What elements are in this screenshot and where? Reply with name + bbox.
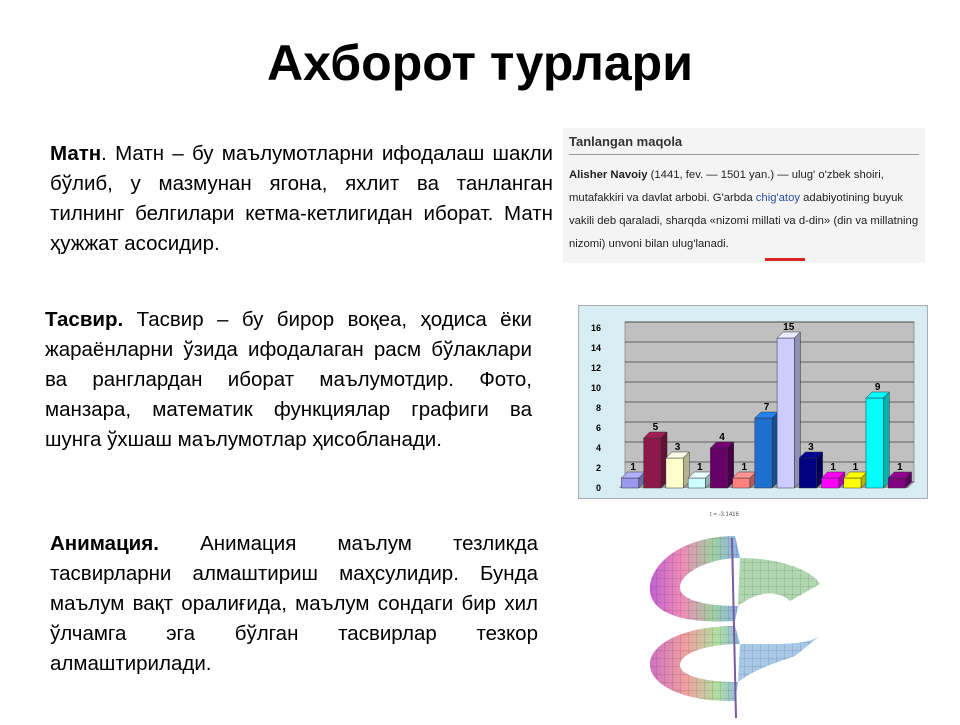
animation-figure: [640, 506, 840, 720]
y-tick-label: 4: [595, 443, 601, 453]
chart-bar: [777, 332, 800, 488]
animation-caption: t = -3.1416: [710, 512, 739, 518]
bar-value-label: 1: [697, 462, 703, 473]
red-mark: [765, 258, 805, 261]
article-heading: Tanlangan maqola: [569, 134, 683, 149]
chart-bar: [888, 472, 911, 488]
bar-value-label: 1: [741, 462, 748, 473]
bar-front: [777, 338, 794, 488]
article-link[interactable]: chig'atoy: [755, 192, 800, 204]
bar-value-label: 3: [674, 442, 681, 453]
term-animation: Анимация.: [50, 532, 159, 555]
bar-front: [866, 398, 883, 488]
article-screenshot: [563, 128, 925, 263]
chart-bar: [844, 472, 867, 488]
bar-front: [888, 478, 905, 488]
bar-value-label: 9: [874, 382, 881, 393]
bar-value-label: 1: [852, 462, 859, 473]
bar-chart: [578, 305, 928, 499]
y-tick-label: 0: [595, 483, 601, 493]
bar-value-label: 3: [808, 442, 814, 453]
slide-title: Ахборот турлари: [267, 35, 693, 91]
article-body: [569, 164, 923, 256]
bar-front: [755, 418, 772, 488]
bar-value-label: 7: [763, 402, 770, 413]
chart-bar: [799, 452, 822, 488]
bar-front: [710, 448, 727, 488]
y-tick-label: 14: [590, 343, 601, 353]
spiral-surface-image: [640, 506, 840, 720]
article-text-2: adabiyotining buyuk vakili deb qaraladi, sharqda «nizomi millati va d-din» (din va millatning nizomi) unvoni bilan ulug'lanadi.: [569, 192, 919, 250]
chart-bar: [822, 472, 845, 488]
bar-front: [688, 478, 705, 488]
bar-value-label: 15: [783, 322, 795, 333]
chart-bar: [644, 432, 667, 488]
paragraph-image: [45, 305, 532, 455]
bar-side: [883, 392, 889, 488]
article-author: Alisher Navoiy: [569, 169, 648, 181]
bar-value-label: 1: [897, 462, 903, 473]
article-divider: [569, 154, 919, 155]
bar-front: [666, 458, 683, 488]
term-image: Тасвир.: [45, 308, 124, 331]
bar-value-label: 5: [652, 422, 659, 433]
bar-front: [644, 438, 661, 488]
definition-animation: Анимация маълум тезликда тасвирларни алмаштириш маҳсулидир. Бунда маълум вақт оралиғида, маълум сондаги бир хил ўлчамга эга бўлган тасвирлар тезкор алмаштирилади.: [50, 532, 538, 675]
chart-bar: [733, 472, 756, 488]
y-tick-label: 6: [595, 423, 601, 433]
paragraph-animation: [50, 529, 538, 679]
chart-bar: [666, 452, 689, 488]
chart-bar: [621, 472, 644, 488]
y-tick-label: 12: [590, 363, 601, 373]
bar-front: [844, 478, 861, 488]
bar-value-label: 1: [630, 462, 636, 473]
definition-text: . Матн – бу маълумотларни ифодалаш шакли бўлиб, у мазмунан ягона, яхлит ва танланган тилнинг белгилари кетма-кетлигидан иборат. Матн ҳужжат асосидир.: [50, 142, 553, 255]
term-text: Матн: [50, 142, 102, 165]
bar-front: [733, 478, 750, 488]
definition-image: Тасвир – бу бирор воқеа, ҳодиса ёки жараёнларни ўзида ифодалаган расм бўлаклари ва ранглардан иборат маълумотдир. Фото, манзара, математик функциялар графиги ва шунга ўхшаш маълумотлар ҳисобланади.: [45, 308, 532, 451]
chart-bar: [688, 472, 711, 488]
y-tick-label: 2: [595, 463, 601, 473]
bar-front: [799, 458, 816, 488]
paragraph-text: [50, 139, 553, 259]
chart-bar: [710, 442, 733, 488]
bar-chart-svg: [579, 306, 927, 498]
chart-bar: [866, 392, 889, 488]
chart-bar: [755, 412, 778, 488]
y-tick-label: 8: [595, 403, 601, 413]
bar-value-label: 4: [719, 432, 725, 443]
article-text-1: (1441, fev. — 1501 yan.) — ulug' o'zbek shoiri, mutafakkiri va davlat arbobi. G'arbda: [569, 169, 884, 204]
bar-front: [822, 478, 839, 488]
bar-front: [621, 478, 638, 488]
bar-value-label: 1: [830, 462, 836, 473]
y-tick-label: 16: [590, 323, 601, 333]
y-tick-label: 10: [590, 383, 601, 393]
